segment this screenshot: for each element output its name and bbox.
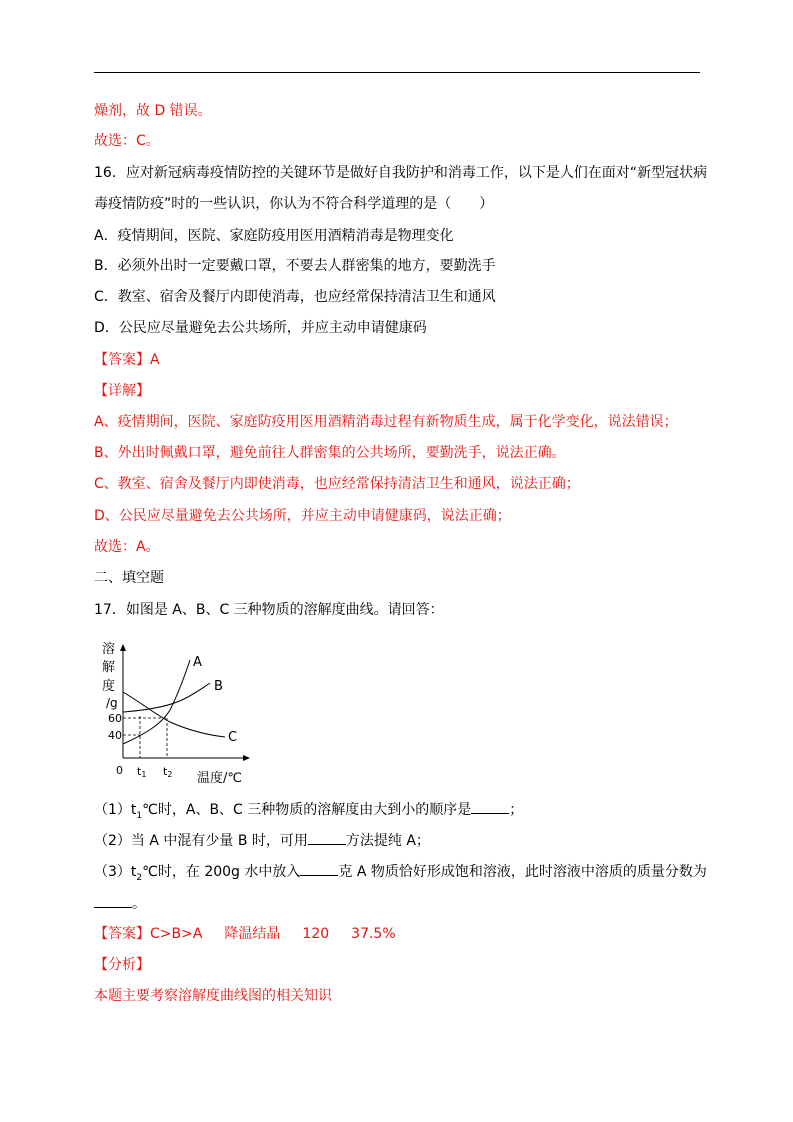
- solubility-chart: [100, 636, 260, 792]
- q17-part1: $(1)t_1℃$时，A、B、C 三种物质的溶解度由大到小的顺序是 ；: [94, 799, 523, 826]
- xtick-t2: t2: [163, 765, 173, 779]
- prev-choice: 故选：C。: [94, 133, 160, 149]
- section-title: 二、填空题: [94, 570, 164, 586]
- q16-detail-a: A、疫情期间，医院、家庭防疫用医用酒精消毒过程有新物质生成，属于化学变化，说法错误；: [94, 414, 678, 430]
- q16-answer: 【答案】A: [94, 352, 160, 368]
- q16-stem-line1: 16．应对新冠病毒疫情防控的关键环节是做好自我防护和消毒工作，以下是人们在面对“新型冠状病: [94, 165, 708, 181]
- curve-b: [123, 683, 210, 712]
- q16-detail-c: C、教室、宿舍及餐厅内即使消毒，也应经常保持清洁卫生和通风，说法正确；: [94, 476, 580, 492]
- y-unit: /g: [106, 696, 118, 710]
- q16-option-d: D．公民应尽量避免去公共场所，并应主动申请健康码: [94, 320, 427, 336]
- q17-analysis-title: 【分析】: [94, 957, 150, 973]
- label-b: B: [214, 679, 223, 694]
- q16-detail-b: B、外出时佩戴口罩，避免前往人群密集的公共场所，要勤洗手，说法正确。: [94, 445, 566, 461]
- q17-analysis: 本题主要考察溶解度曲线图的相关知识: [94, 988, 332, 1004]
- ylabel-char-2: 解: [102, 660, 116, 675]
- blank-1[interactable]: [471, 799, 509, 814]
- curve-c: [123, 692, 225, 737]
- origin-label: 0: [116, 764, 123, 777]
- q16-option-c: C．教室、宿舍及餐厅内即使消毒，也应经常保持清洁卫生和通风: [94, 289, 496, 305]
- q17-part2: （2）当 A 中混有少量 B 时，可用 方法提纯 A；: [94, 830, 430, 851]
- blank-4[interactable]: [94, 893, 132, 908]
- blank-3[interactable]: [300, 861, 338, 876]
- header-rule: [94, 72, 700, 73]
- q16-option-b: B．必须外出时一定要戴口罩，不要去人群密集的地方，要勤洗手: [94, 258, 496, 274]
- ytick-60: 60: [108, 712, 122, 725]
- label-c: C: [228, 730, 238, 745]
- xtick-t1: t1: [137, 765, 147, 779]
- q16-detail-title: 【详解】: [94, 383, 150, 399]
- x-axis-arrow: [243, 755, 250, 761]
- ylabel-char-3: 度: [102, 679, 116, 694]
- q16-stem-line2: 毒疫情防疫”时的一些认识，你认为不符合科学道理的是（ ）: [94, 196, 494, 212]
- blank-2[interactable]: [308, 830, 346, 845]
- curve-a: [123, 660, 190, 744]
- q17-part3: $(3)t_2℃$时，在 200g 水中放入 克 A 物质恰好形成饱和溶液，此时溶液中溶质的质量分数为: [94, 861, 707, 888]
- prev-explanation: 燥剂，故 D 错误。: [94, 103, 212, 119]
- q16-choice: 故选：A。: [94, 539, 160, 555]
- ytick-40: 40: [108, 729, 122, 742]
- q16-detail-d: D、公民应尽量避免去公共场所，并应主动申请健康码，说法正确；: [94, 508, 511, 524]
- y-axis-arrow: [120, 644, 126, 651]
- q17-part3-cont: 。: [94, 893, 146, 914]
- q17-answer: 【答案】C>B>A 降温结晶 120 37.5%: [94, 926, 396, 942]
- label-a: A: [193, 655, 202, 670]
- ylabel-char-1: 溶: [102, 642, 116, 657]
- q17-stem: 17．如图是 A、B、C 三种物质的溶解度曲线。请回答：: [94, 602, 444, 618]
- q16-option-a: A．疫情期间，医院、家庭防疫用医用酒精消毒是物理变化: [94, 228, 454, 244]
- x-axis-label: 温度/℃: [197, 771, 242, 786]
